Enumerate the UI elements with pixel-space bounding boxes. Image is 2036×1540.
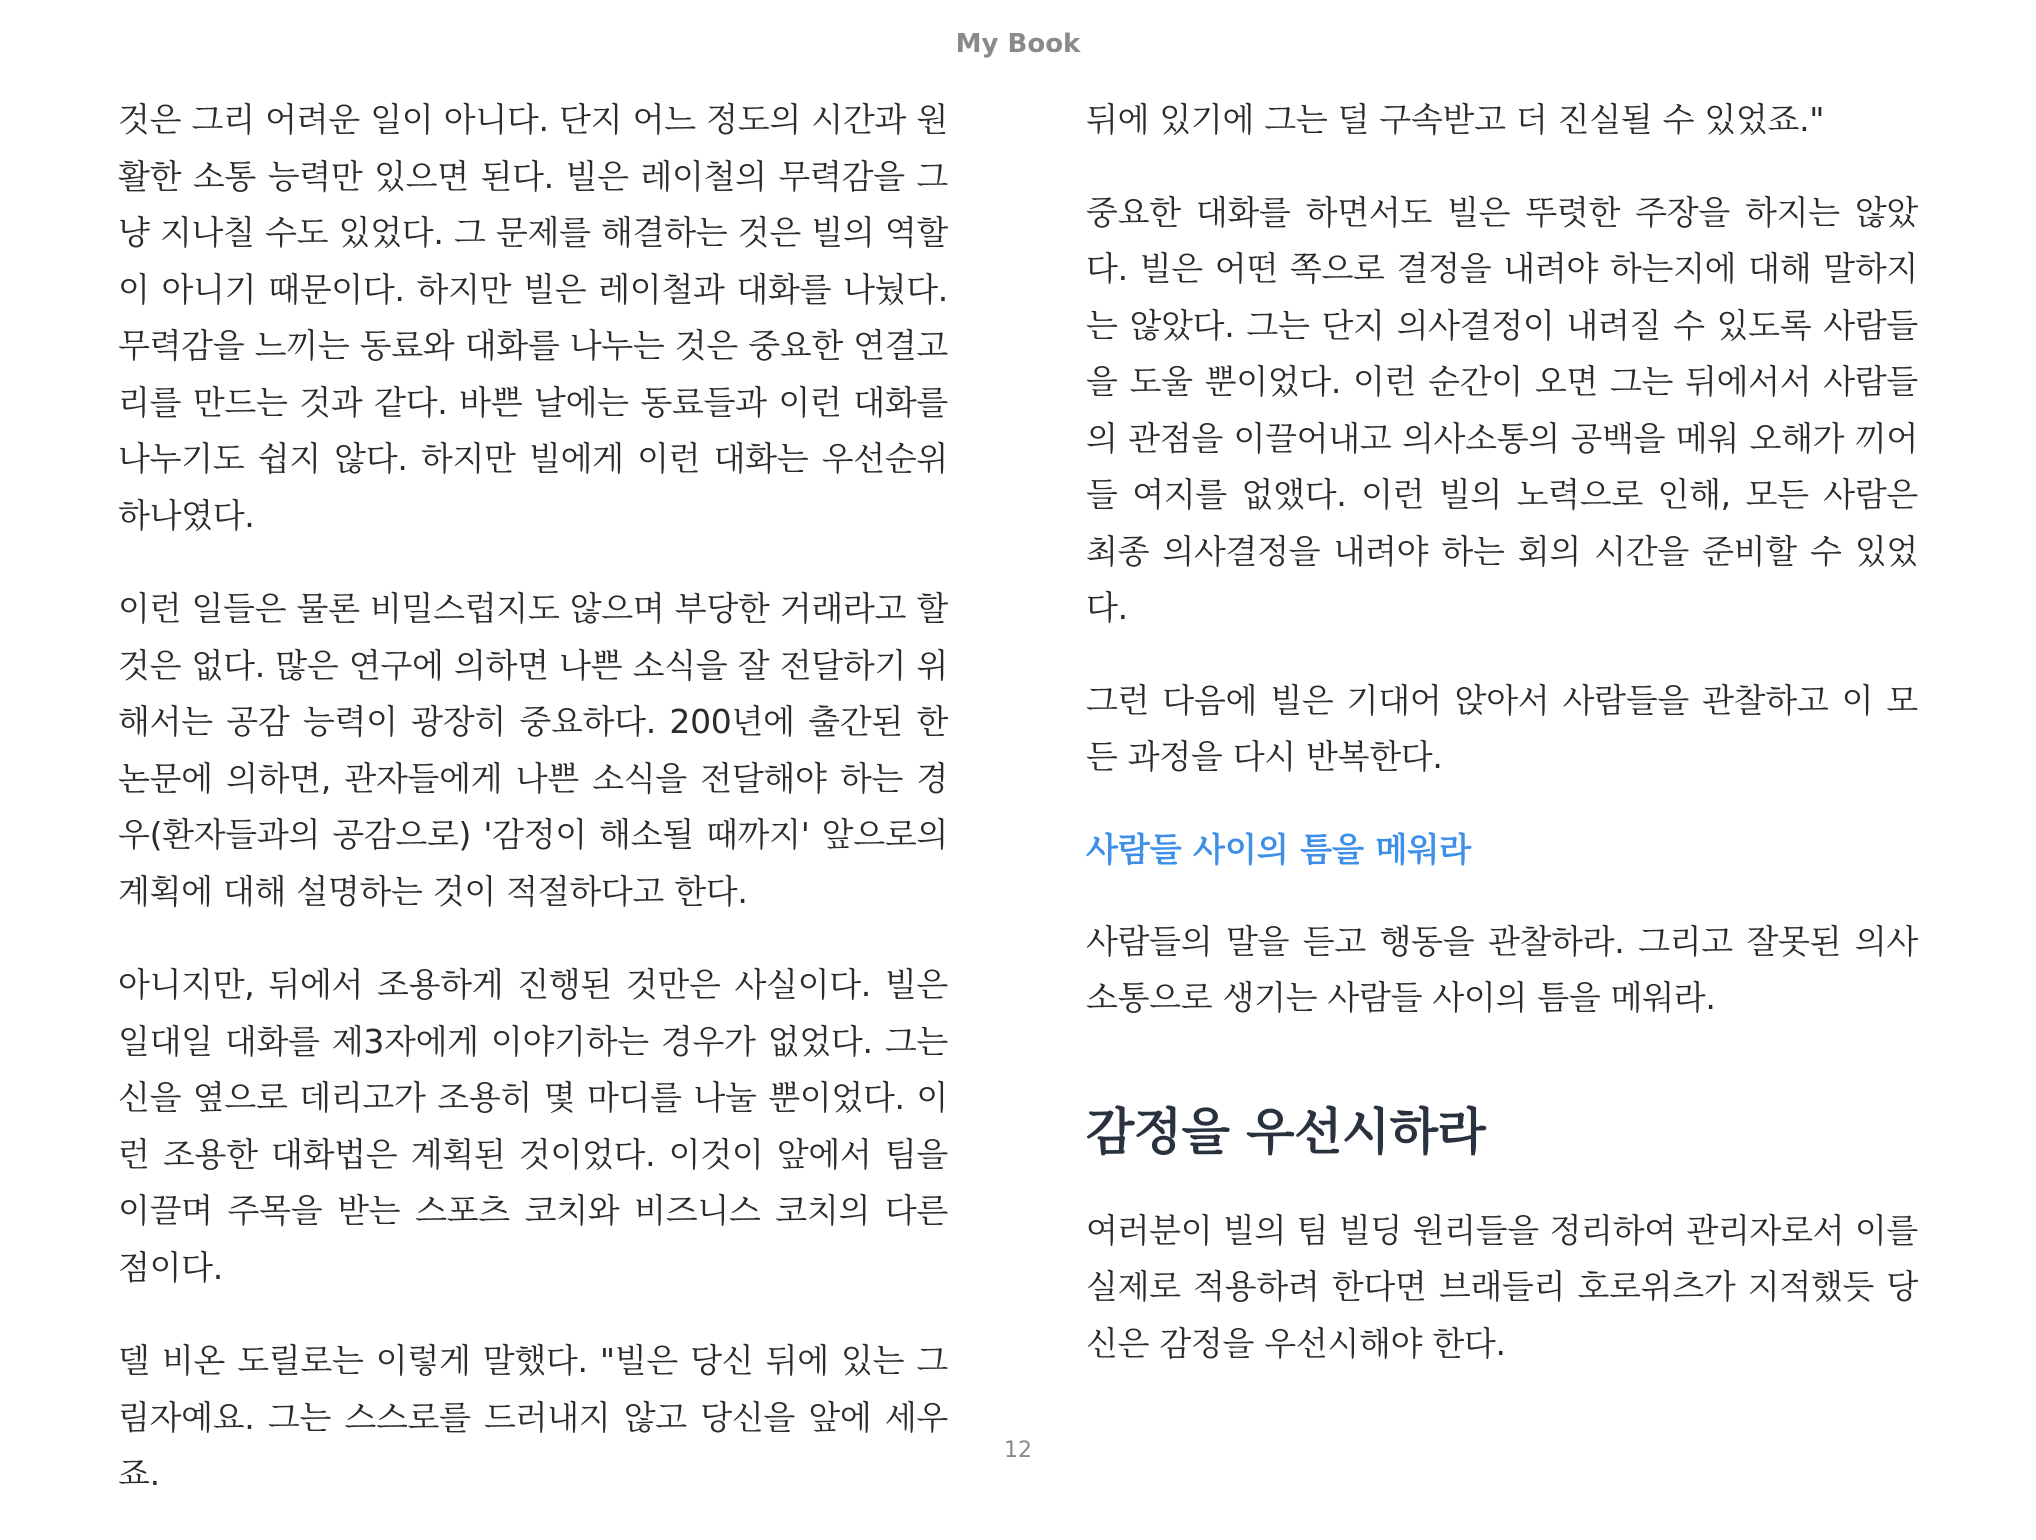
paragraph: 뒤에 있기에 그는 덜 구속받고 더 진실될 수 있었죠." [1086, 100, 1825, 139]
paragraph: 델 비온 도릴로는 이렇게 말했다. "빌은 당신 뒤에 있는 그림자예요. 그는 스스로를 드러내지 않고 당신을 앞에 세우죠. [118, 1341, 948, 1493]
paragraph: 것은 그리 어려운 일이 아니다. 단지 어느 정도의 시간과 원활한 소통 능력만 있으면 된다. 빌은 레이철의 무력감을 그냥 지나칠 수도 있었다. 그 문제를 해결하는 것은 빌의 역할이 아니기 때문이다. 하지만 빌은 레이철과 대화를 나눴다. 무력감을 느끼는 동료와 대화를 나누는 것은 중요한 연결고리를 만드는 것과 같다. 바쁜 날에는 동료들과 이런 대화를 나누기도 쉽지 않다. 하지만 빌에게 이런 대화는 우선순위 하나였다. [118, 100, 948, 535]
paragraph: 사람들의 말을 듣고 행동을 관찰하라. 그리고 잘못된 의사소통으로 생기는 사람들 사이의 틈을 메워라. [1086, 921, 1918, 1017]
page-number: 12 [1004, 1438, 1032, 1463]
paragraph: 여러분이 빌의 팀 빌딩 원리들을 정리하여 관리자로서 이를 실제로 적용하려 한다면 브래들리 호로위츠가 지적했듯 당신은 감정을 우선시해야 한다. [1086, 1210, 1918, 1363]
left-page-column [118, 92, 948, 1540]
paragraph: 중요한 대화를 하면서도 빌은 뚜렷한 주장을 하지는 않았다. 빌은 어떤 쪽으로 결정을 내려야 하는지에 대해 말하지는 않았다. 그는 단지 의사결정이 내려질 수 있도록 사람들을 도울 뿐이었다. 이런 순간이 오면 그는 뒤에서서 사람들의 관점을 이끌어내고 의사소통의 공백을 메워 오해가 끼어들 여지를 없앴다. 이런 빌의 노력으로 인해, 모든 사람은 최종 의사결정을 내려야 하는 회의 시간을 준비할 수 있었다. [1086, 192, 1918, 627]
section-subheading-link[interactable]: 사람들 사이의 틈을 메워라 [1086, 829, 1472, 869]
paragraph: 그런 다음에 빌은 기대어 앉아서 사람들을 관찰하고 이 모든 과정을 다시 반복한다. [1086, 680, 1918, 776]
right-page-column [1086, 92, 1918, 1408]
paragraph: 아니지만, 뒤에서 조용하게 진행된 것만은 사실이다. 빌은 일대일 대화를 제3자에게 이야기하는 경우가 없었다. 그는 신을 옆으로 데리고가 조용히 몇 마디를 나눌 뿐이었다. 이런 조용한 대화법은 계획된 것이었다. 이것이 앞에서 팀을 이끌며 주목을 받는 스포츠 코치와 비즈니스 코치의 다른 점이다. [118, 965, 948, 1287]
book-title: My Book [955, 29, 1081, 59]
paragraph: 이런 일들은 물론 비밀스럽지도 않으며 부당한 거래라고 할 것은 없다. 많은 연구에 의하면 나쁜 소식을 잘 전달하기 위해서는 공감 능력이 광장히 중요하다. 200년에 출간된 한 논문에 의하면, 관자들에게 나쁜 소식을 전달해야 하는 경우(환자들과의 공감으로) '감정이 해소될 때까지' 앞으로의 계획에 대해 설명하는 것이 적절하다고 한다. [118, 589, 948, 911]
chapter-heading: 감정을 우선시하라 [1086, 1102, 1486, 1161]
